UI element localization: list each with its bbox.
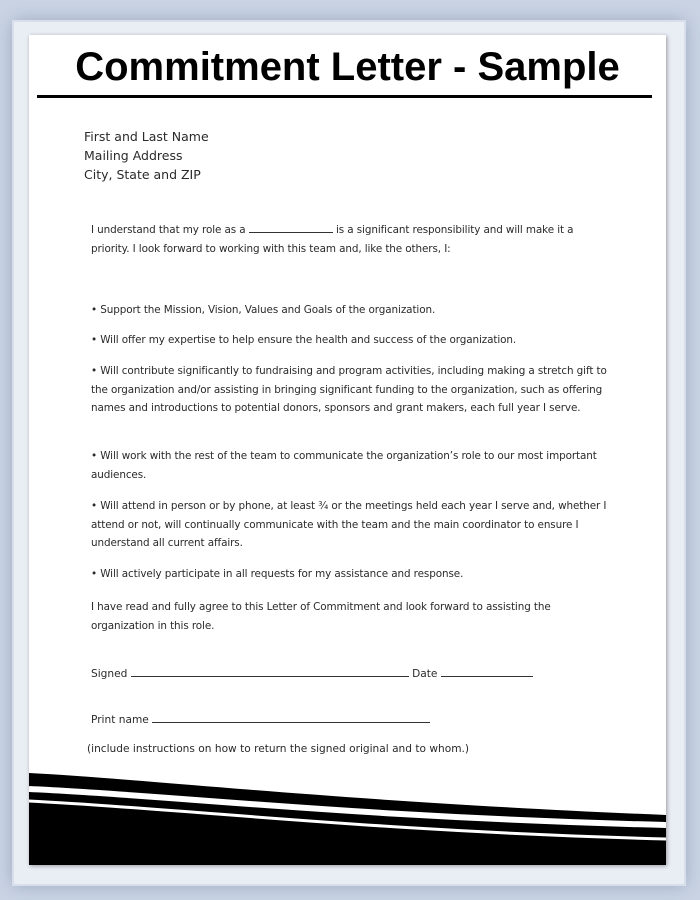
document-title: Commitment Letter - Sample bbox=[75, 45, 620, 89]
bullet-5: • Will attend in person or by phone, at least ¾ or the meetings held each year I serve and, whether I attend or not, will continually communicate with the team and the main coordinator to ensure I understand all current affairs. bbox=[91, 500, 607, 549]
bullet-2-text: Will offer my expertise to help ensure the health and success of the organization. bbox=[100, 334, 517, 346]
letter-page bbox=[29, 35, 666, 865]
signature-field[interactable] bbox=[131, 665, 409, 677]
intro-text-end: is a significant responsibility and will make it a priority. I look forward to working with this team and, like the others, I: bbox=[91, 224, 574, 255]
intro-text-start: I understand that my role as a bbox=[91, 224, 246, 236]
title-underline bbox=[37, 95, 652, 98]
signed-label: Signed bbox=[91, 668, 128, 680]
address-city: City, State and ZIP bbox=[84, 167, 201, 182]
date-label: Date bbox=[412, 668, 438, 680]
sender-address bbox=[84, 127, 209, 184]
decorative-wave-footer bbox=[29, 765, 666, 865]
intro-paragraph bbox=[91, 221, 611, 258]
bullet-4-text: Will work with the rest of the team to communicate the organization’s role to our most important audiences. bbox=[91, 450, 597, 481]
bullet-3-text: Will contribute significantly to fundraising and program activities, including making a stretch gift to the organization and/or assisting in bringing significant funding to the organization, such as offering names and introductions to potential donors, sponsors and grant makers, each full year I serve. bbox=[91, 365, 607, 414]
bullet-3: • Will contribute significantly to fundraising and program activities, including making a stretch gift to the organization and/or assisting in bringing significant funding to the organization, such as offering names and introductions to potential donors, sponsors and grant makers, each full year I serve. bbox=[91, 365, 607, 414]
address-mailing: Mailing Address bbox=[84, 148, 183, 163]
closing-paragraph: I have read and fully agree to this Letter of Commitment and look forward to assisting the organization in this role. bbox=[91, 601, 551, 632]
print-name-row bbox=[91, 711, 430, 726]
bullet-6: • Will actively participate in all requests for my assistance and response. bbox=[91, 568, 464, 580]
return-instructions: (include instructions on how to return the signed original and to whom.) bbox=[87, 743, 470, 755]
address-name: First and Last Name bbox=[84, 129, 209, 144]
bullet-4: • Will work with the rest of the team to communicate the organization’s role to our most important audiences. bbox=[91, 450, 597, 481]
print-name-field[interactable] bbox=[152, 711, 430, 723]
role-blank bbox=[249, 221, 333, 233]
signature-row bbox=[91, 665, 533, 680]
bullet-2: • Will offer my expertise to help ensure the health and success of the organization. bbox=[91, 334, 517, 346]
bullet-1: • Support the Mission, Vision, Values and Goals of the organization. bbox=[91, 304, 436, 316]
date-field[interactable] bbox=[441, 665, 533, 677]
bullet-6-text: Will actively participate in all requests for my assistance and response. bbox=[100, 568, 464, 580]
print-name-label: Print name bbox=[91, 714, 149, 726]
bullet-1-text: Support the Mission, Vision, Values and Goals of the organization. bbox=[100, 304, 436, 316]
bullet-5-text: Will attend in person or by phone, at least ¾ or the meetings held each year I serve and, whether I attend or not, will continually communicate with the team and the main coordinator to ensure I understand all current affairs. bbox=[91, 500, 607, 549]
